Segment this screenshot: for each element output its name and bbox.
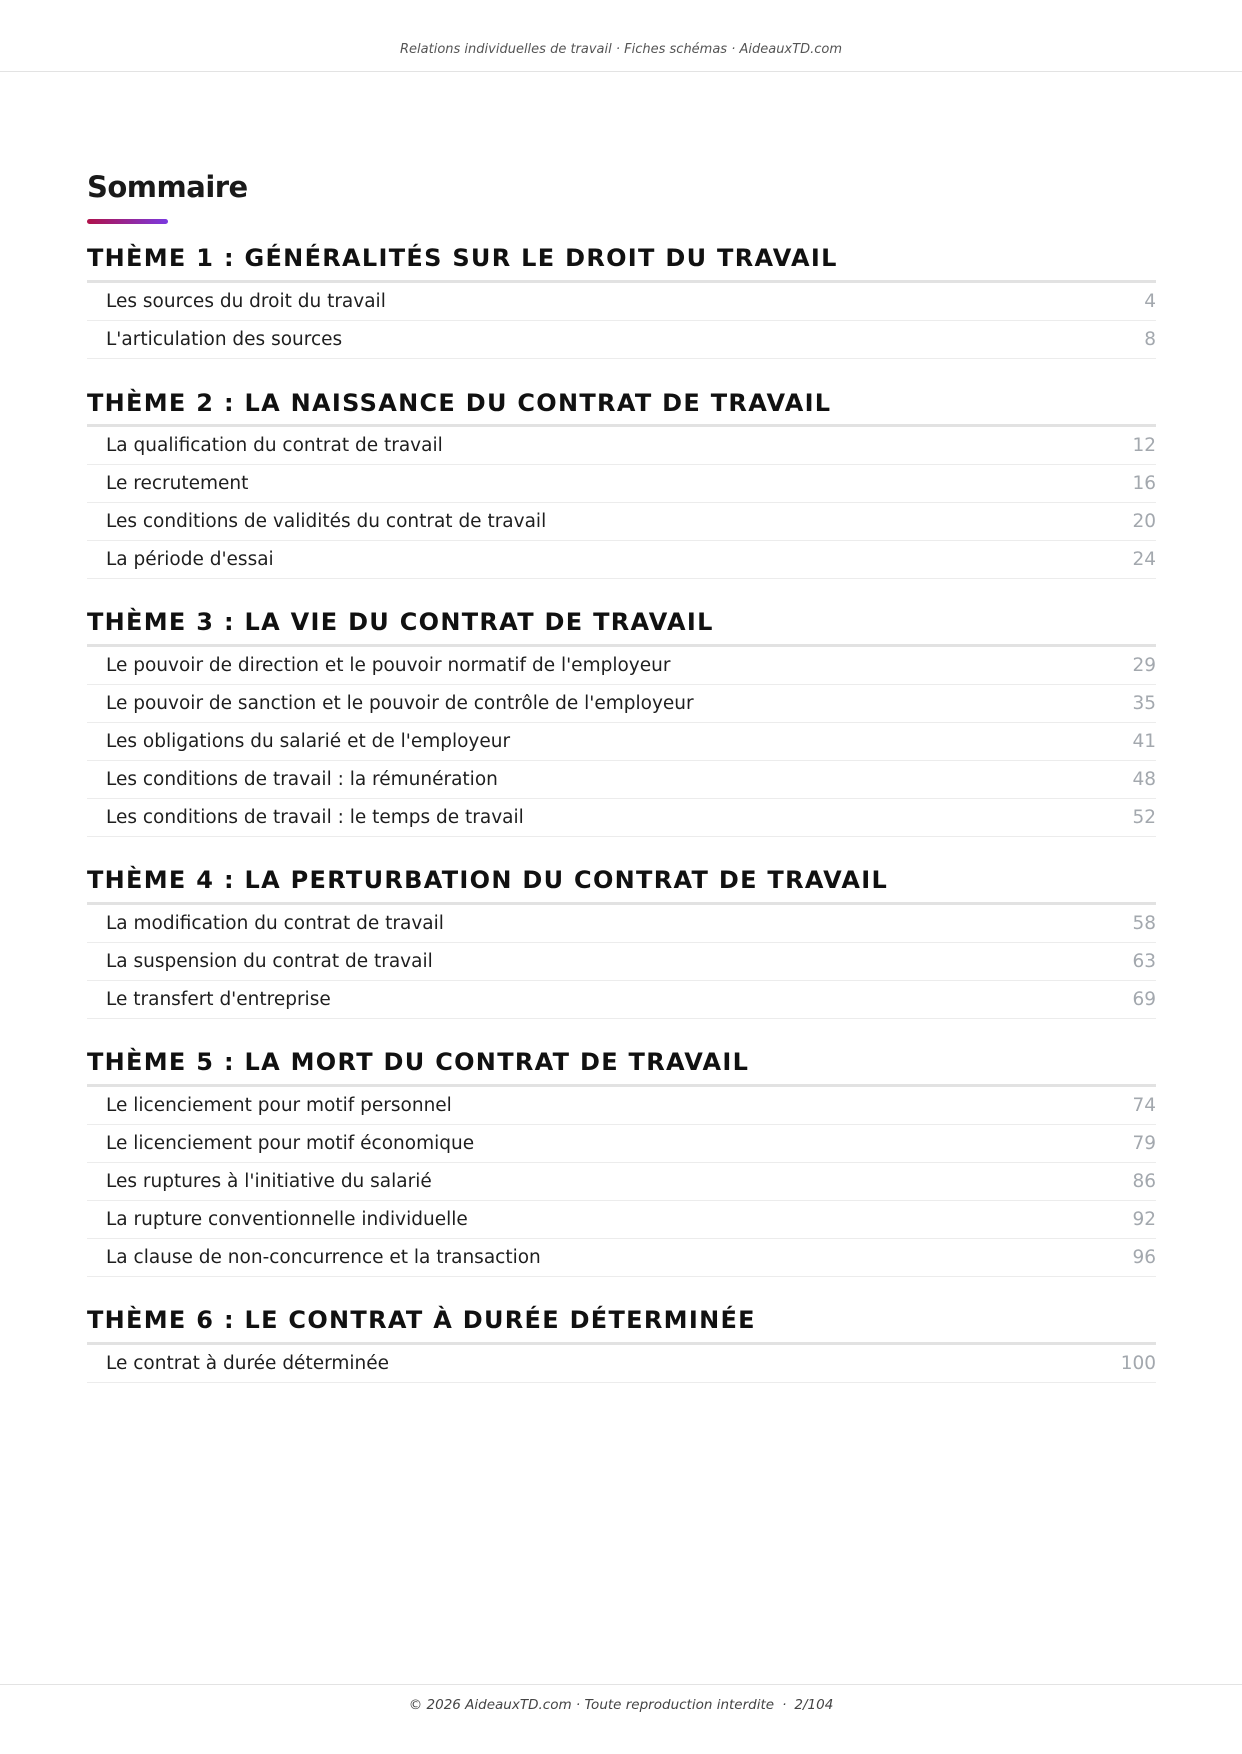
toc-entry-title: La suspension du contrat de travail xyxy=(106,950,433,972)
toc-entry[interactable] xyxy=(87,1163,1156,1201)
toc-entry-title: Le licenciement pour motif personnel xyxy=(106,1094,452,1116)
theme-heading: THÈME 4 : LA PERTURBATION DU CONTRAT DE TRAVAIL xyxy=(87,866,1156,905)
theme-section xyxy=(87,608,1156,837)
toc-entry[interactable] xyxy=(87,981,1156,1019)
toc-entry[interactable] xyxy=(87,427,1156,465)
toc-entry-title: La rupture conventionnelle individuelle xyxy=(106,1208,468,1230)
toc-entry-title: Le transfert d'entreprise xyxy=(106,988,331,1010)
toc-entry-page-number: 74 xyxy=(1132,1094,1156,1116)
toc-entry-page-number: 69 xyxy=(1132,988,1156,1010)
toc-entry-page-number: 29 xyxy=(1132,655,1156,677)
toc-entry-title: Les ruptures à l'initiative du salarié xyxy=(106,1170,432,1192)
toc-entry-page-number: 52 xyxy=(1132,807,1156,829)
theme-heading: THÈME 6 : LE CONTRAT À DURÉE DÉTERMINÉE xyxy=(87,1306,1156,1345)
toc-entry[interactable] xyxy=(87,1239,1156,1277)
toc-entry-page-number: 4 xyxy=(1144,290,1156,312)
toc-entry[interactable] xyxy=(87,1345,1156,1383)
toc-entry-page-number: 48 xyxy=(1132,769,1156,791)
toc-entry-title: Les conditions de travail : la rémunération xyxy=(106,769,498,791)
theme-heading: THÈME 3 : LA VIE DU CONTRAT DE TRAVAIL xyxy=(87,608,1156,647)
theme-entry-list xyxy=(87,283,1156,359)
theme-section xyxy=(87,1306,1156,1383)
toc-entry-page-number: 12 xyxy=(1132,435,1156,457)
theme-entry-list xyxy=(87,1345,1156,1383)
toc-entry-title: Les conditions de travail : le temps de travail xyxy=(106,807,524,829)
footer-page-indicator: 2/104 xyxy=(794,1697,834,1713)
toc-entry-title: Les obligations du salarié et de l'employeur xyxy=(106,731,511,753)
toc-entry-page-number: 41 xyxy=(1132,731,1156,753)
toc-entry-title: La qualification du contrat de travail xyxy=(106,435,443,457)
toc-entry-title: Le contrat à durée déterminée xyxy=(106,1352,390,1374)
theme-heading: THÈME 1 : GÉNÉRALITÉS SUR LE DROIT DU TRAVAIL xyxy=(87,244,1156,283)
page-title: Sommaire xyxy=(87,170,248,204)
toc-entry-page-number: 63 xyxy=(1132,950,1156,972)
theme-section xyxy=(87,866,1156,1019)
toc-entry-page-number: 96 xyxy=(1132,1246,1156,1268)
toc-entry[interactable] xyxy=(87,761,1156,799)
theme-heading: THÈME 5 : LA MORT DU CONTRAT DE TRAVAIL xyxy=(87,1048,1156,1087)
toc-entry-page-number: 92 xyxy=(1132,1208,1156,1230)
toc-entry[interactable] xyxy=(87,321,1156,359)
toc-entry[interactable] xyxy=(87,647,1156,685)
toc-entry-page-number: 79 xyxy=(1132,1132,1156,1154)
toc-entry[interactable] xyxy=(87,905,1156,943)
theme-section xyxy=(87,389,1156,580)
toc-entry-page-number: 100 xyxy=(1120,1352,1156,1374)
toc-entry-title: La modification du contrat de travail xyxy=(106,912,444,934)
running-header-text: Relations individuelles de travail · Fiches schémas · AideauxTD.com xyxy=(400,42,842,57)
footer-copyright: © 2026 AideauxTD.com · Toute reproduction interdite xyxy=(408,1697,775,1713)
toc-entry-title: Le licenciement pour motif économique xyxy=(106,1132,475,1154)
toc-entry[interactable] xyxy=(87,1201,1156,1239)
theme-section xyxy=(87,1048,1156,1277)
toc-entry-title: Les conditions de validités du contrat de travail xyxy=(106,511,547,533)
theme-entry-list xyxy=(87,905,1156,1019)
toc-entry-title: Le pouvoir de sanction et le pouvoir de contrôle de l'employeur xyxy=(106,693,694,715)
theme-heading: THÈME 2 : LA NAISSANCE DU CONTRAT DE TRAVAIL xyxy=(87,389,1156,428)
toc-entry[interactable] xyxy=(87,943,1156,981)
toc-entry[interactable] xyxy=(87,465,1156,503)
footer-separator: · xyxy=(782,1697,787,1713)
toc-entry-title: Le recrutement xyxy=(106,473,249,495)
toc-entry-page-number: 8 xyxy=(1144,328,1156,350)
toc-entry[interactable] xyxy=(87,541,1156,579)
toc-themes xyxy=(87,244,1156,1383)
theme-entry-list xyxy=(87,427,1156,579)
toc-entry-title: Le pouvoir de direction et le pouvoir normatif de l'employeur xyxy=(106,655,671,677)
table-of-contents xyxy=(87,170,1156,1383)
toc-entry-page-number: 16 xyxy=(1132,473,1156,495)
theme-entry-list xyxy=(87,1087,1156,1277)
toc-entry-page-number: 24 xyxy=(1132,549,1156,571)
toc-entry-title: La période d'essai xyxy=(106,549,274,571)
toc-entry-page-number: 35 xyxy=(1132,693,1156,715)
toc-entry[interactable] xyxy=(87,503,1156,541)
toc-entry-title: L'articulation des sources xyxy=(106,328,343,350)
running-footer xyxy=(0,1684,1242,1754)
toc-entry[interactable] xyxy=(87,723,1156,761)
theme-section xyxy=(87,244,1156,359)
toc-entry[interactable] xyxy=(87,1125,1156,1163)
toc-entry-page-number: 20 xyxy=(1132,511,1156,533)
toc-entry-title: La clause de non-concurrence et la transaction xyxy=(106,1246,541,1268)
toc-entry-title: Les sources du droit du travail xyxy=(106,290,386,312)
running-header xyxy=(0,0,1242,72)
toc-entry[interactable] xyxy=(87,799,1156,837)
toc-entry[interactable] xyxy=(87,283,1156,321)
theme-entry-list xyxy=(87,647,1156,837)
toc-entry[interactable] xyxy=(87,685,1156,723)
toc-entry-page-number: 58 xyxy=(1132,912,1156,934)
toc-entry-page-number: 86 xyxy=(1132,1170,1156,1192)
title-accent-bar xyxy=(87,219,168,224)
toc-entry[interactable] xyxy=(87,1087,1156,1125)
